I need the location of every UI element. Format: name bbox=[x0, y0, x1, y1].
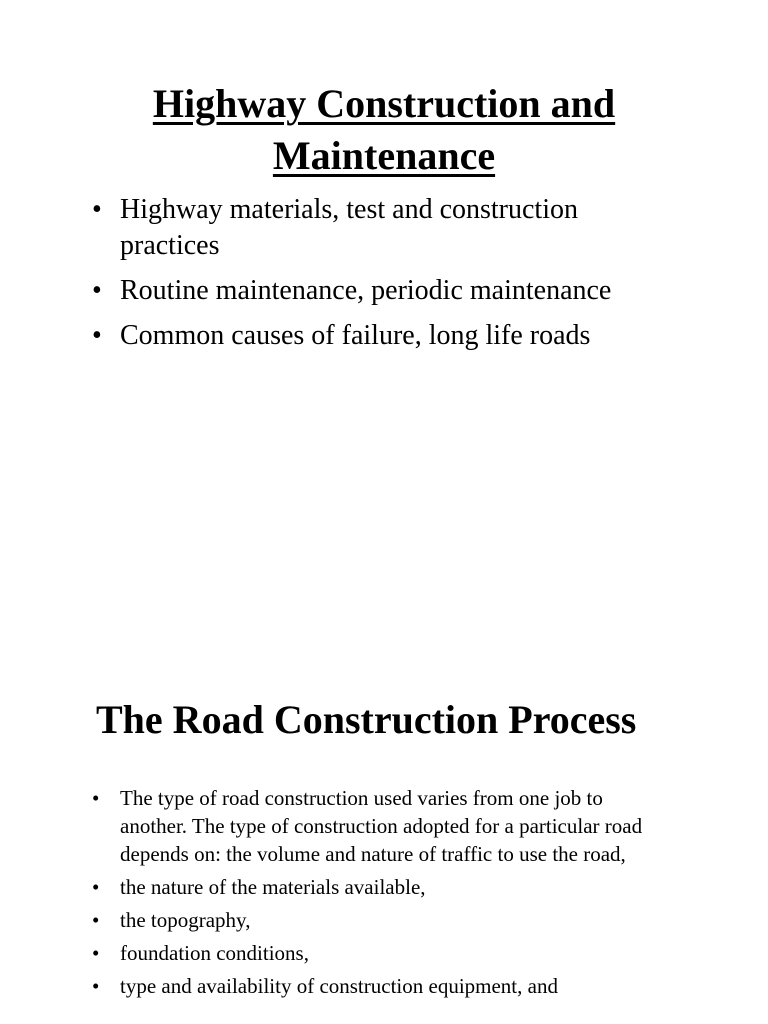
list-item-text: Routine maintenance, periodic maintenance bbox=[120, 275, 612, 306]
bullet: • bbox=[92, 908, 100, 932]
topics-list bbox=[92, 192, 682, 363]
list-item bbox=[92, 906, 672, 934]
list-item-text: the topography, bbox=[120, 908, 251, 932]
bullet: • bbox=[92, 875, 100, 899]
title-line-1: Highway Construction and bbox=[152, 81, 616, 126]
bullet: • bbox=[92, 786, 100, 810]
list-item bbox=[92, 192, 682, 264]
list-item-text: Common causes of failure, long life roads bbox=[120, 320, 591, 351]
list-item bbox=[92, 972, 672, 1000]
list-item-text: the nature of the materials available, bbox=[120, 875, 426, 899]
bullet: • bbox=[92, 941, 100, 965]
list-item bbox=[92, 784, 672, 868]
bullet: • bbox=[92, 974, 100, 998]
bullet: • bbox=[92, 320, 102, 351]
list-item bbox=[92, 873, 672, 901]
title-line-2: Maintenance bbox=[272, 133, 496, 178]
factors-list bbox=[92, 784, 672, 1005]
list-item-text: Highway materials, test and construction practices bbox=[120, 194, 578, 261]
list-item bbox=[92, 318, 682, 354]
section-title: The Road Construction Process bbox=[96, 697, 637, 742]
list-item-text: foundation conditions, bbox=[120, 941, 309, 965]
bullet: • bbox=[92, 275, 102, 306]
list-item-text: type and availability of construction equipment, and bbox=[120, 974, 558, 998]
list-item bbox=[92, 273, 682, 309]
page-title bbox=[80, 78, 688, 182]
list-item-text: The type of road construction used varies from one job to another. The type of construction adopted for a particular road depends on: the volume and nature of traffic to use the road, bbox=[120, 786, 643, 866]
bullet: • bbox=[92, 194, 102, 225]
list-item bbox=[92, 939, 672, 967]
